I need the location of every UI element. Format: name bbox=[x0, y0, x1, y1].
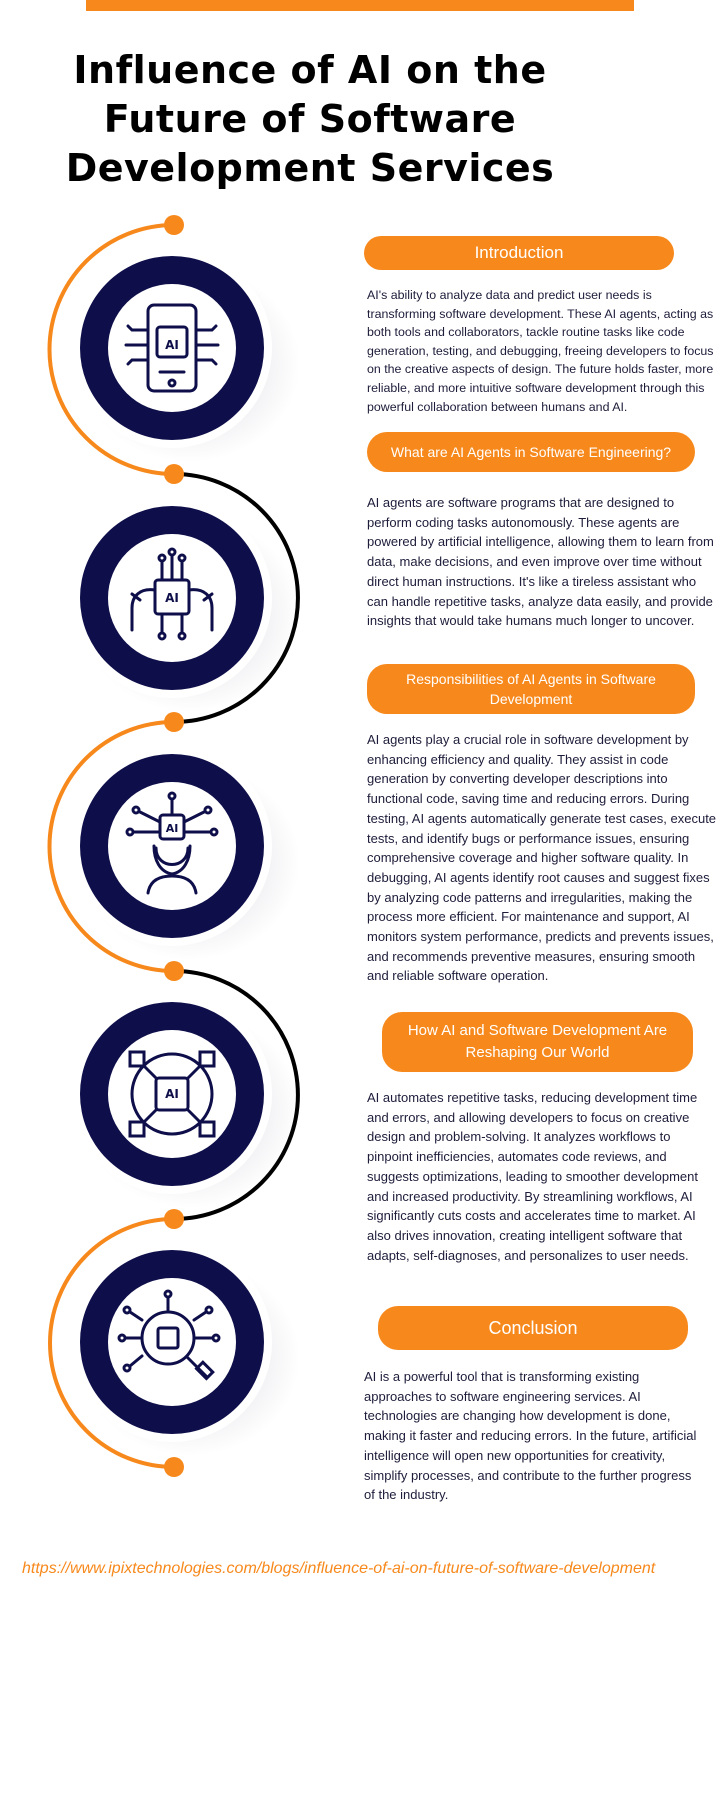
icon-2-badge: AI bbox=[165, 591, 179, 605]
section-text-conclusion: AI is a powerful tool that is transforming existing approaches to software engineering services. AI technologies are changing how development is done, making it faster and reducing errors. In the future, artificial intelligence will open new opportunities for creativity, simplify processes, and contribute to the further progress of the industry. bbox=[364, 1369, 697, 1503]
icon-1-badge: AI bbox=[165, 338, 179, 352]
section-heading-ai-agents: What are AI Agents in Software Engineering? bbox=[367, 432, 695, 472]
section-text-introduction: AI's ability to analyze data and predict user needs is transforming software development. These AI agents, acting as both tools and collaborators, tackle routine tasks like code generation, testing, and debugging, freeing developers to focus on the creative aspects of design. The future holds faster, more reliable, and more intuitive software development through this powerful collaboration between humans and AI. bbox=[367, 288, 714, 414]
ai-head-icon bbox=[72, 746, 300, 960]
icon-3-badge: AI bbox=[165, 822, 179, 835]
ai-chip-phone-icon bbox=[72, 248, 300, 462]
section-heading-responsibilities: Responsibilities of AI Agents in Software Development bbox=[367, 664, 695, 714]
title-line-3: Development Services bbox=[65, 146, 555, 190]
ai-chip-network-icon bbox=[72, 994, 300, 1208]
section-text-ai-agents: AI agents are software programs that are designed to perform coding tasks autonomously. These agents are powered by artificial intelligence, allowing them to learn from data, make decisions, and even improve over time without direct human instructions. It's like a tireless assistant who can handle repetitive tasks, analyze data easily, and provide insights that would take humans much longer to uncover. bbox=[367, 495, 714, 629]
ai-chip-hands-icon bbox=[72, 498, 300, 712]
section-heading-reshaping-world: How AI and Software Development Are Reshaping Our World bbox=[382, 1012, 693, 1072]
section-text-reshaping-world: AI automates repetitive tasks, reducing development time and errors, and allowing developers to focus on creative design and problem-solving. It analyzes workflows to pinpoint inefficiencies, automates code reviews, and suggests optimizations, leading to smoother development and increased productivity. By streamlining workflows, AI significantly cuts costs and accelerates time to market. AI also drives innovation, creating intelligent software that adapts, self-diagnoses, and personalizes to user needs. bbox=[367, 1090, 698, 1263]
source-url-link[interactable]: https://www.ipixtechnologies.com/blogs/influence-of-ai-on-future-of-software-development bbox=[22, 1560, 656, 1577]
section-heading-conclusion: Conclusion bbox=[378, 1306, 688, 1350]
icon-4-badge: AI bbox=[165, 1087, 179, 1101]
title-line-1: Influence of AI on the bbox=[73, 48, 547, 92]
section-heading-introduction: Introduction bbox=[364, 236, 674, 270]
ai-chip-magnifier-icon bbox=[72, 1242, 300, 1456]
title-line-2: Future of Software bbox=[103, 97, 517, 141]
section-text-responsibilities: AI agents play a crucial role in software development by enhancing efficiency and quality. They assist in code generation by converting developer descriptions into functional code, saving time and reducing errors. During testing, AI agents automatically generate test cases, execute tests, and identify bugs or performance issues, ensuring comprehensive coverage and higher software quality. In debugging, AI agents identify root causes and suggest fixes by analyzing code patterns and irregularities, making the process more efficient. For maintenance and support, AI monitors system performance, predicts and prevents issues, and recommends preventive measures, ensuring smooth and reliable software operation. bbox=[367, 732, 717, 984]
